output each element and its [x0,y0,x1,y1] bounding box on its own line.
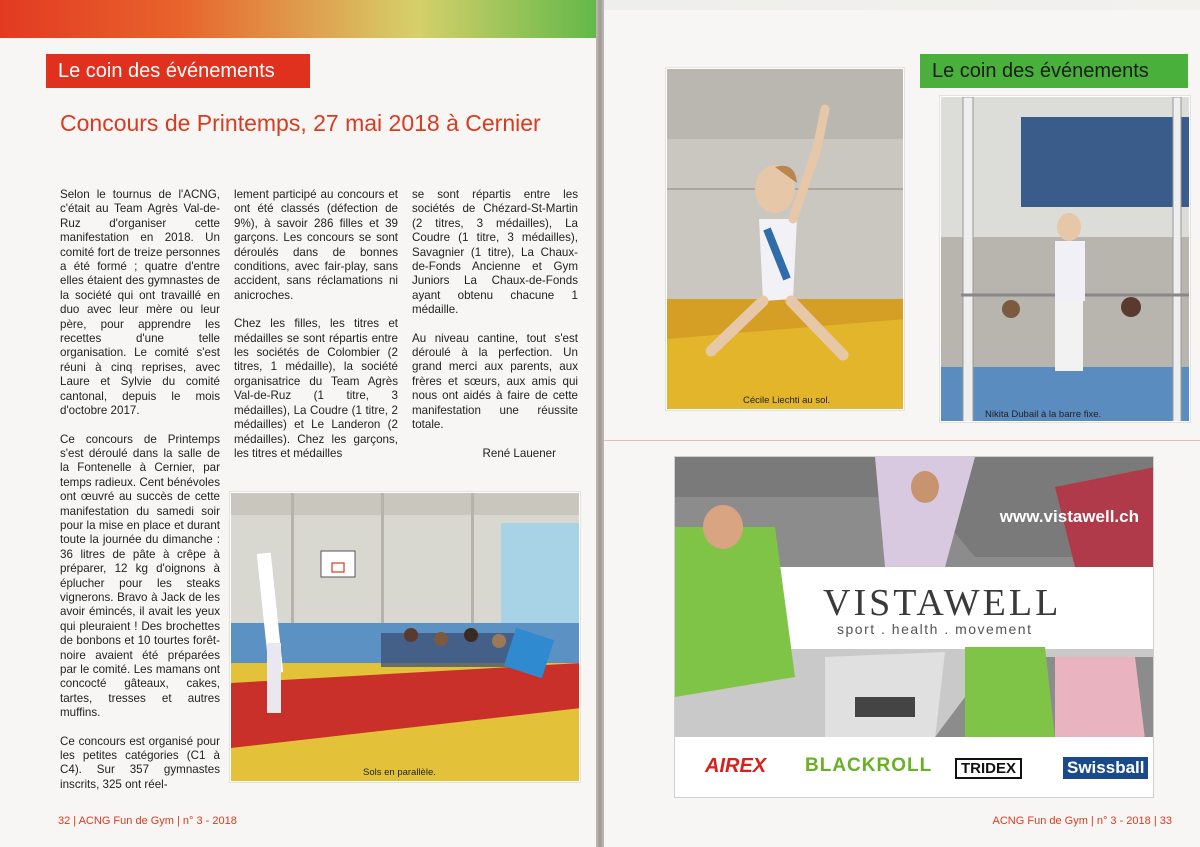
photo-caption: Sols en parallèle. [363,767,436,778]
vistawell-advertisement [674,456,1154,798]
floor-gymnast-illustration [667,69,904,410]
article-headline: Concours de Printemps, 27 mai 2018 à Cernier [60,110,541,136]
gym-hall-illustration [231,493,580,782]
left-page [0,0,596,847]
photo-nikita-dubail [940,96,1190,422]
ad-brand-name: VISTAWELL [823,582,1062,624]
top-band [604,0,1200,10]
section-tag-left: Le coin des événements [46,54,310,88]
photo-sols-en-parallele [230,492,580,782]
paragraph: Ce concours est organisé pour les petites catégories (C1 à C4). Sur 357 gymnastes inscrits, 325 ont réel- [60,734,220,791]
swissball-logo: Swissball [1063,757,1148,779]
tridex-logo: TRIDEX [955,758,1022,779]
column-2 [234,188,398,475]
paragraph: Chez les filles, les titres et médailles se sont répartis entre les sociétés de Colombier (2 titres, 1 médaille), la société organisatrice du Team Agrès Val-de-Ruz (1 titre, 3 médailles), La Coudre (1 titre, 2 médailles) et Le Landeron (2 médailles). Chez les garçons, les titres et médailles [234,317,398,460]
show-through-text [60,146,550,166]
paragraph: Ce concours de Printemps s'est déroulé dans la salle de la Fontenelle à Cernier, par temps radieux. Cent bénévoles ont œuvré au succès de cette manifestation du samedi soir pour la mise en place et durant toute la journée du dimanche : 36 litres de pâte à crêpe à préparer, 12 kg d'oignons à éplucher pour les steaks vignerons. Bravo à Jack de les avoir émincés, il avait les yeux qui pleuraient ! Des brochettes de bonbons et 10 tourtes forêt-noire avaient été préparées par le comité. Les mamans ont concocté gâteaux, cakes, tartes, tresses et autres muffins. [60,432,220,720]
section-divider [604,440,1200,441]
high-bar-illustration [941,97,1190,422]
photo-cecile-liechti [666,68,904,410]
airex-logo: AIREX [705,755,767,777]
column-3 [412,188,578,475]
spine-gutter [596,0,604,847]
color-band [0,0,596,38]
paragraph: Selon le tournus de l'ACNG, c'était au Team Agrès Val-de-Ruz d'organiser cette manifestation en 2018. Un comité fort de treize personnes a été formé ; quatre d'entre elles étaient des gymnastes de la société qui ont travaillé en duo avec leur mère ou leur père, pour apprendre les recettes d'une telle organisation. Le comité s'est réuni à cinq reprises, avec Laure et Sylvie du comité cantonal, depuis le mois d'octobre 2017. [60,188,220,418]
right-page [604,0,1200,847]
page-folio-left: 32 | ACNG Fun de Gym | n° 3 - 2018 [58,815,237,827]
photo-caption: Nikita Dubail à la barre fixe. [985,409,1102,420]
paragraph: lement participé au concours et ont été classés (défection de 9%), à savoir 286 filles et 39 garçons. Les concours se sont déroulés dans de bonnes conditions, avec fair-play, sans accident, sans réclamations ni anicroches. [234,188,398,302]
page-folio-right: ACNG Fun de Gym | n° 3 - 2018 | 33 [992,815,1172,827]
ad-tagline: sport . health . movement [837,621,1033,637]
ad-website-url: www.vistawell.ch [999,507,1139,526]
column-1 [60,188,220,806]
paragraph: se sont répartis entre les sociétés de Chézard-St-Martin (2 titres, 3 médailles), La Coudre (1 titre, 3 médailles), Savagnier (1 titre), La Chaux-de-Fonds Ancienne et Gym Juniors La Chaux-de-Fonds ayant obtenu chacune 1 médaille. [412,188,578,317]
author-signature: René Lauener [482,446,556,460]
paragraph: Au niveau cantine, tout s'est déroulé à la perfection. Un grand merci aux parents, aux frères et sœurs, aux amis qui nous ont aidés à faire de cette manifestation une réussite totale. [412,331,578,432]
section-tag-right: Le coin des événements [920,54,1188,88]
photo-caption: Cécile Liechti au sol. [743,395,831,406]
partner-logos [675,737,1153,797]
blackroll-logo: BLACKROLL [805,755,933,776]
